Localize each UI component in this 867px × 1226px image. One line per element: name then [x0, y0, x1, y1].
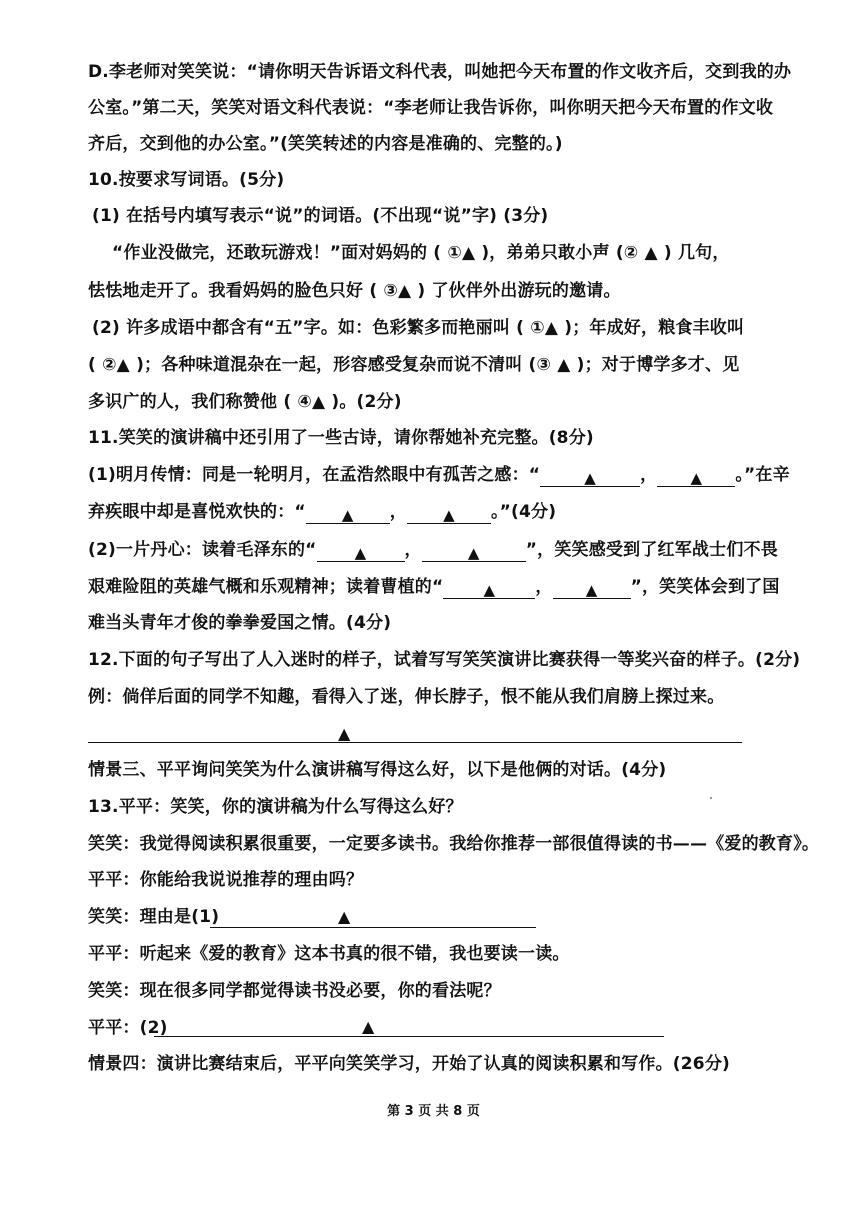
- q13-dialogue-7: 平平：(2): [88, 1018, 168, 1038]
- q13-dialogue-2: 笑笑：我觉得阅读积累很重要，一定要多读书。我给你推荐一部很值得读的书——《爱的教育》。: [88, 834, 820, 854]
- q10-sub1-line2: 怯怯地走开了。我看妈妈的脸色只好 ( ③▲ ) 了伙伴外出游玩的邀请。: [88, 281, 621, 301]
- answer-triangle-icon: ▲: [483, 581, 496, 599]
- q11-poem-blank-8[interactable]: [553, 578, 631, 599]
- q13-dialogue-3: 平平：你能给我说说推荐的理由吗？: [88, 870, 364, 890]
- q10-sub1-title: (1) 在括号内填写表示“说”的词语。(不出现“说”字) (3分): [92, 206, 549, 226]
- q11-poem-blank-4[interactable]: [407, 503, 491, 524]
- q13-dialogue-4: 笑笑：理由是(1): [88, 907, 220, 927]
- q11-part2-prompt: 弃疾眼中却是喜悦欢快的：“: [88, 502, 306, 522]
- q10-sub2-line3: 多识广的人，我们称赞他 ( ④▲ )。(2分): [88, 392, 402, 412]
- q10-sub2-line1: (2) 许多成语中都含有“五”字。如：色彩繁多而艳丽叫 ( ①▲ )；年成好，粮食丰收叫: [92, 318, 745, 338]
- page-number: 第 3 页 共 8 页: [387, 1104, 480, 1119]
- q10-sub2-line2: ( ②▲ )；各种味道混杂在一起，形容感受复杂而说不清叫 (③ ▲ )；对于博学多才、见: [88, 355, 740, 375]
- answer-triangle-icon: ▲: [584, 469, 597, 487]
- q11-poem-blank-7[interactable]: [443, 578, 535, 599]
- comma: ，: [535, 577, 553, 597]
- q11-poem-blank-5[interactable]: [317, 541, 405, 562]
- q12-example: 例：倘佯后面的同学不知趣，看得入了迷，伸长脖子，恨不能从我们肩膀上探过来。: [88, 687, 725, 707]
- scene3-title: 情景三、平平询问笑笑为什么演讲稿写得这么好，以下是他俩的对话。(4分): [88, 760, 667, 780]
- q13-dialogue-6: 笑笑：现在很多同学都觉得读书没必要，你的看法呢？: [88, 981, 501, 1001]
- answer-triangle-icon: ▲: [690, 469, 703, 487]
- q11-part1-prompt: (1)明月传情：同是一轮明月，在孟浩然眼中有孤苦之感：“: [88, 465, 541, 485]
- q9-option-d-line1: D.李老师对笑笑说：“请你明天告诉语文科代表，叫她把今天布置的作文收齐后，交到我的办: [88, 62, 792, 82]
- q13-dialogue-5: 平平：听起来《爱的教育》这本书真的很不错，我也要读一读。: [88, 944, 570, 964]
- q13-answer-line-2[interactable]: [154, 1036, 664, 1037]
- answer-triangle-icon: ▲: [443, 506, 455, 524]
- q11-title: 11.笑笑的演讲稿中还引用了一些古诗，请你帮她补充完整。(8分): [88, 428, 594, 448]
- answer-triangle-icon: ▲: [362, 1017, 375, 1036]
- q11-poem-blank-1[interactable]: [540, 466, 640, 487]
- q11-poem-blank-6[interactable]: [422, 541, 526, 562]
- q11-part1-end: 。”在辛: [735, 465, 790, 485]
- q10-title: 10.按要求写词语。(5分): [88, 170, 285, 190]
- q11-part4-line: [88, 575, 827, 599]
- q11-part3-line: [88, 538, 827, 562]
- comma: ，: [389, 502, 407, 522]
- q12-answer-line[interactable]: [88, 742, 742, 743]
- q11-part3-end: ”，笑笑感受到了红军战士们不畏: [525, 540, 778, 560]
- scan-speck: [710, 797, 712, 799]
- q11-part2-line: [88, 500, 827, 524]
- q12-title: 12.下面的句子写出了人入迷时的样子，试着写写笑笑演讲比赛获得一等奖兴奋的样子。(2分): [88, 650, 801, 670]
- scene4-title: 情景四：演讲比赛结束后，平平向笑笑学习，开始了认真的阅读积累和写作。(26分): [88, 1054, 730, 1074]
- q11-poem-blank-3[interactable]: [306, 503, 390, 524]
- q11-part4-end: ”，笑笑体会到了国: [630, 577, 780, 597]
- q11-part5-line: 难当头青年才俊的拳拳爱国之情。(4分): [88, 613, 392, 633]
- answer-triangle-icon: ▲: [338, 724, 351, 743]
- q11-part2-end: 。”(4分): [490, 502, 557, 522]
- q11-part4-prompt: 艰难险阻的英雄气概和乐观精神；读着曹植的“: [88, 577, 444, 597]
- q11-part3-prompt: (2)一片丹心：读着毛泽东的“: [88, 540, 317, 560]
- q11-poem-blank-2[interactable]: [657, 466, 735, 487]
- answer-triangle-icon: ▲: [467, 544, 480, 562]
- q9-option-d-line3: 齐后，交到他的办公室。”(笑笑转述的内容是准确的、完整的。): [88, 134, 563, 154]
- comma: ，: [640, 465, 658, 485]
- q13-answer-line-1[interactable]: [210, 927, 536, 928]
- q13-dialogue-1: 13.平平：笑笑，你的演讲稿为什么写得这么好？: [88, 797, 463, 817]
- answer-triangle-icon: ▲: [341, 506, 354, 524]
- q10-sub1-line1: “作业没做完，还敢玩游戏！”面对妈妈的 ( ①▲ )，弟弟只敢小声 (② ▲ ) 几句，: [112, 243, 730, 263]
- answer-triangle-icon: ▲: [354, 544, 367, 562]
- q9-option-d-line2: 公室。”第二天，笑笑对语文科代表说：“李老师让我告诉你，叫你明天把今天布置的作文收: [88, 98, 774, 118]
- q11-part1-line: [88, 463, 827, 487]
- answer-triangle-icon: ▲: [338, 907, 351, 926]
- comma: ，: [404, 540, 422, 560]
- answer-triangle-icon: ▲: [585, 581, 598, 599]
